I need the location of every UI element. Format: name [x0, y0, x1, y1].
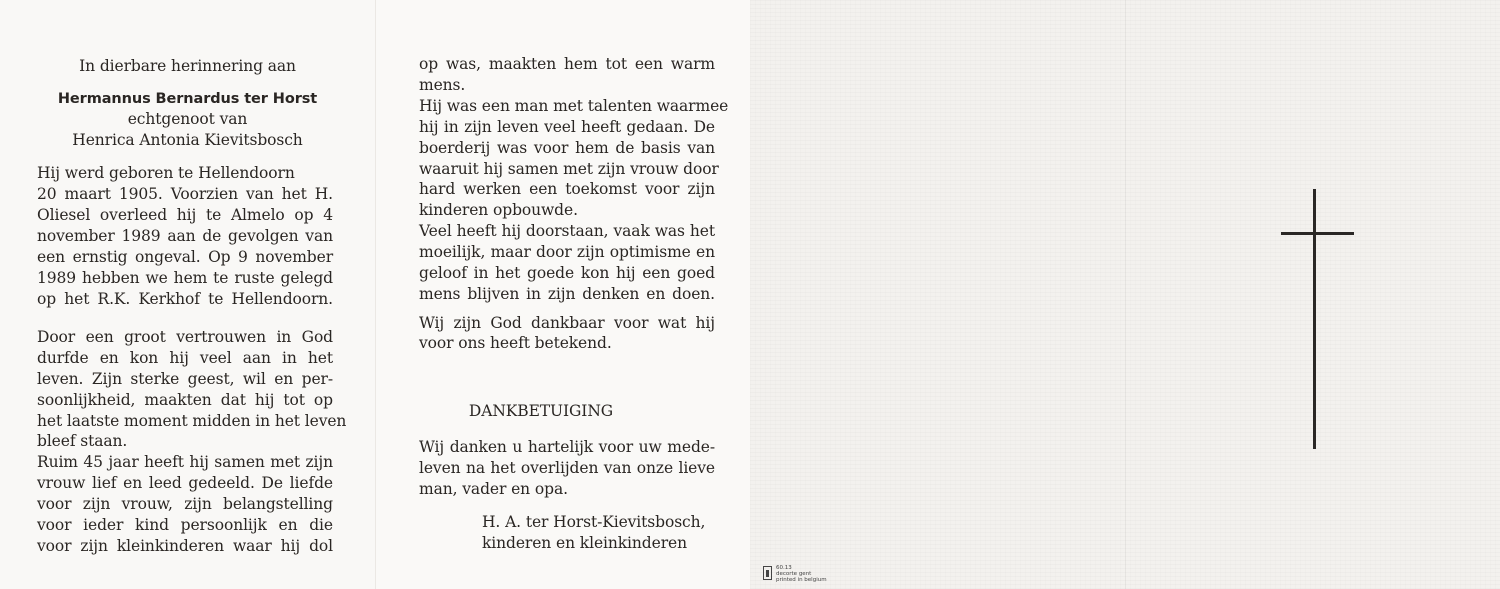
text-line: Hij werd geboren te Hellendoorn [37, 164, 295, 182]
signature-line: H. A. ter Horst-Kievitsbosch, [482, 513, 706, 531]
text-line: november 1989 aan de gevolgen van [37, 227, 333, 245]
text-line: hard werken een toekomst voor zijn [419, 180, 715, 198]
text-line: 20 maart 1905. Voorzien van het H. [37, 185, 333, 203]
text-line: bleef staan. [37, 432, 128, 450]
text-line: voor ieder kind persoonlijk en die [37, 516, 333, 534]
card-left-page [0, 0, 375, 589]
signature-line: kinderen en kleinkinderen [482, 534, 687, 552]
spouse-prefix: echtgenoot van [127, 110, 248, 128]
cross-vertical-bar [1313, 189, 1316, 449]
text-line: moeilijk, maar door zijn optimisme en [419, 243, 715, 261]
printer-logo-icon [763, 566, 772, 580]
text-line: vrouw lief en leed gedeeld. De liefde [37, 474, 333, 492]
card-middle-page [375, 0, 751, 589]
text-line: een ernstig ongeval. Op 9 november [37, 248, 333, 266]
text-line: voor zijn kleinkinderen waar hij dol [37, 537, 333, 555]
text-line: Hij was een man met talenten waarmee [419, 97, 729, 115]
spouse-name: Henrica Antonia Kievitsbosch [72, 131, 303, 149]
text-line: Wij zijn God dankbaar voor wat hij [419, 314, 715, 332]
text-line: Ruim 45 jaar heeft hij samen met zijn [37, 453, 333, 471]
text-line: op was, maakten hem tot een warm [419, 55, 715, 73]
text-line: boerderij was voor hem de basis van [419, 139, 715, 157]
text-line: Oliesel overleed hij te Almelo op 4 [37, 206, 333, 224]
text-line: mens blijven in zijn denken en doen. [419, 285, 715, 303]
text-line: kinderen opbouwde. [419, 201, 578, 219]
cross-horizontal-bar [1281, 232, 1354, 235]
text-line: op het R.K. Kerkhof te Hellendoorn. [37, 290, 333, 308]
card-cover-page [750, 0, 1500, 589]
text-line: man, vader en opa. [419, 480, 568, 498]
text-line: voor ons heeft betekend. [419, 334, 612, 352]
text-line: durfde en kon hij veel aan in het [37, 349, 333, 367]
text-line: Door een groot vertrouwen in God [37, 328, 333, 346]
text-line: soonlijkheid, maakten dat hij tot op [37, 391, 333, 409]
text-line: Veel heeft hij doorstaan, vaak was het [419, 222, 715, 240]
text-line: Wij danken u hartelijk voor uw mede- [419, 438, 715, 456]
text-line: 1989 hebben we hem te ruste gelegd [37, 269, 333, 287]
intro-line: In dierbare herinnering aan [79, 57, 296, 75]
text-line: waaruit hij samen met zijn vrouw door [419, 160, 719, 178]
thanks-heading: DANKBETUIGING [468, 402, 614, 420]
text-line: leven. Zijn sterke geest, wil en per- [37, 370, 333, 388]
printer-mark [763, 565, 843, 585]
text-line: het laatste moment midden in het leven [37, 412, 347, 430]
text-line: hij in zijn leven veel heeft gedaan. De [419, 118, 715, 136]
text-line: leven na het overlijden van onze lieve [419, 459, 715, 477]
deceased-name: Hermannus Bernardus ter Horst [57, 91, 318, 107]
text-line: geloof in het goede kon hij een goed [419, 264, 715, 282]
printer-company: decorte gent [776, 571, 812, 577]
text-line: voor zijn vrouw, zijn belangstelling [37, 495, 333, 513]
text-line: mens. [419, 76, 466, 94]
printer-origin: printed in belgium [776, 577, 827, 583]
printer-code: 60.13 [776, 565, 792, 571]
